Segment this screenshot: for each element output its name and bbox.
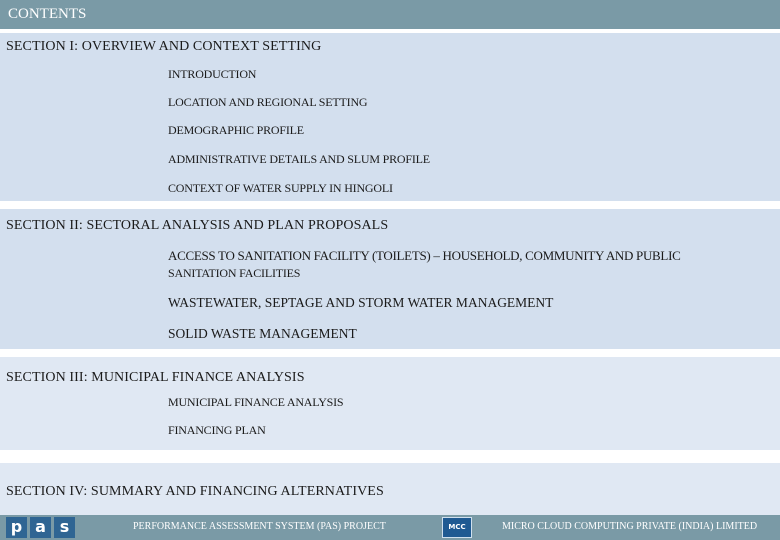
toc-item-wastewater[interactable]: WASTEWATER, SEPTAGE AND STORM WATER MANAGEMENT — [168, 295, 554, 310]
toc-item-introduction[interactable]: INTRODUCTION — [168, 67, 257, 81]
mcc-logo: MCC — [442, 517, 472, 538]
section-2-title[interactable]: SECTION II: SECTORAL ANALYSIS AND PLAN PROPOSALS — [6, 218, 389, 233]
pas-logo-letter-a: a — [30, 517, 51, 538]
toc-item-water-supply[interactable]: CONTEXT OF WATER SUPPLY IN HINGOLI — [168, 181, 393, 195]
toc-item-sanitation-facilities[interactable]: SANITATION FACILITIES — [168, 266, 301, 280]
section-4-title[interactable]: SECTION IV: SUMMARY AND FINANCING ALTERNATIVES — [6, 484, 384, 499]
toc-item-demographic[interactable]: DEMOGRAPHIC PROFILE — [168, 123, 304, 137]
toc-item-solid-waste[interactable]: SOLID WASTE MANAGEMENT — [168, 326, 357, 341]
toc-item-administrative[interactable]: ADMINISTRATIVE DETAILS AND SLUM PROFILE — [168, 152, 430, 166]
toc-item-municipal-finance[interactable]: MUNICIPAL FINANCE ANALYSIS — [168, 395, 344, 409]
page-title: CONTENTS — [8, 6, 87, 22]
section-1-panel — [0, 33, 780, 201]
toc-item-sanitation-access[interactable]: ACCESS TO SANITATION FACILITY (TOILETS) – HOUSEHOLD, COMMUNITY AND PUBLIC — [168, 248, 681, 263]
footer-company-text: MICRO CLOUD COMPUTING PRIVATE (INDIA) LIMITED — [502, 521, 758, 532]
pas-logo-letter-p: p — [6, 517, 27, 538]
toc-item-financing-plan[interactable]: FINANCING PLAN — [168, 423, 266, 437]
section-1-title[interactable]: SECTION I: OVERVIEW AND CONTEXT SETTING — [6, 39, 322, 54]
footer-project-text: PERFORMANCE ASSESSMENT SYSTEM (PAS) PROJECT — [133, 521, 386, 532]
section-3-title[interactable]: SECTION III: MUNICIPAL FINANCE ANALYSIS — [6, 370, 305, 385]
contents-header — [0, 0, 780, 29]
pas-logo-letter-s: s — [54, 517, 75, 538]
toc-item-location[interactable]: LOCATION AND REGIONAL SETTING — [168, 95, 368, 109]
